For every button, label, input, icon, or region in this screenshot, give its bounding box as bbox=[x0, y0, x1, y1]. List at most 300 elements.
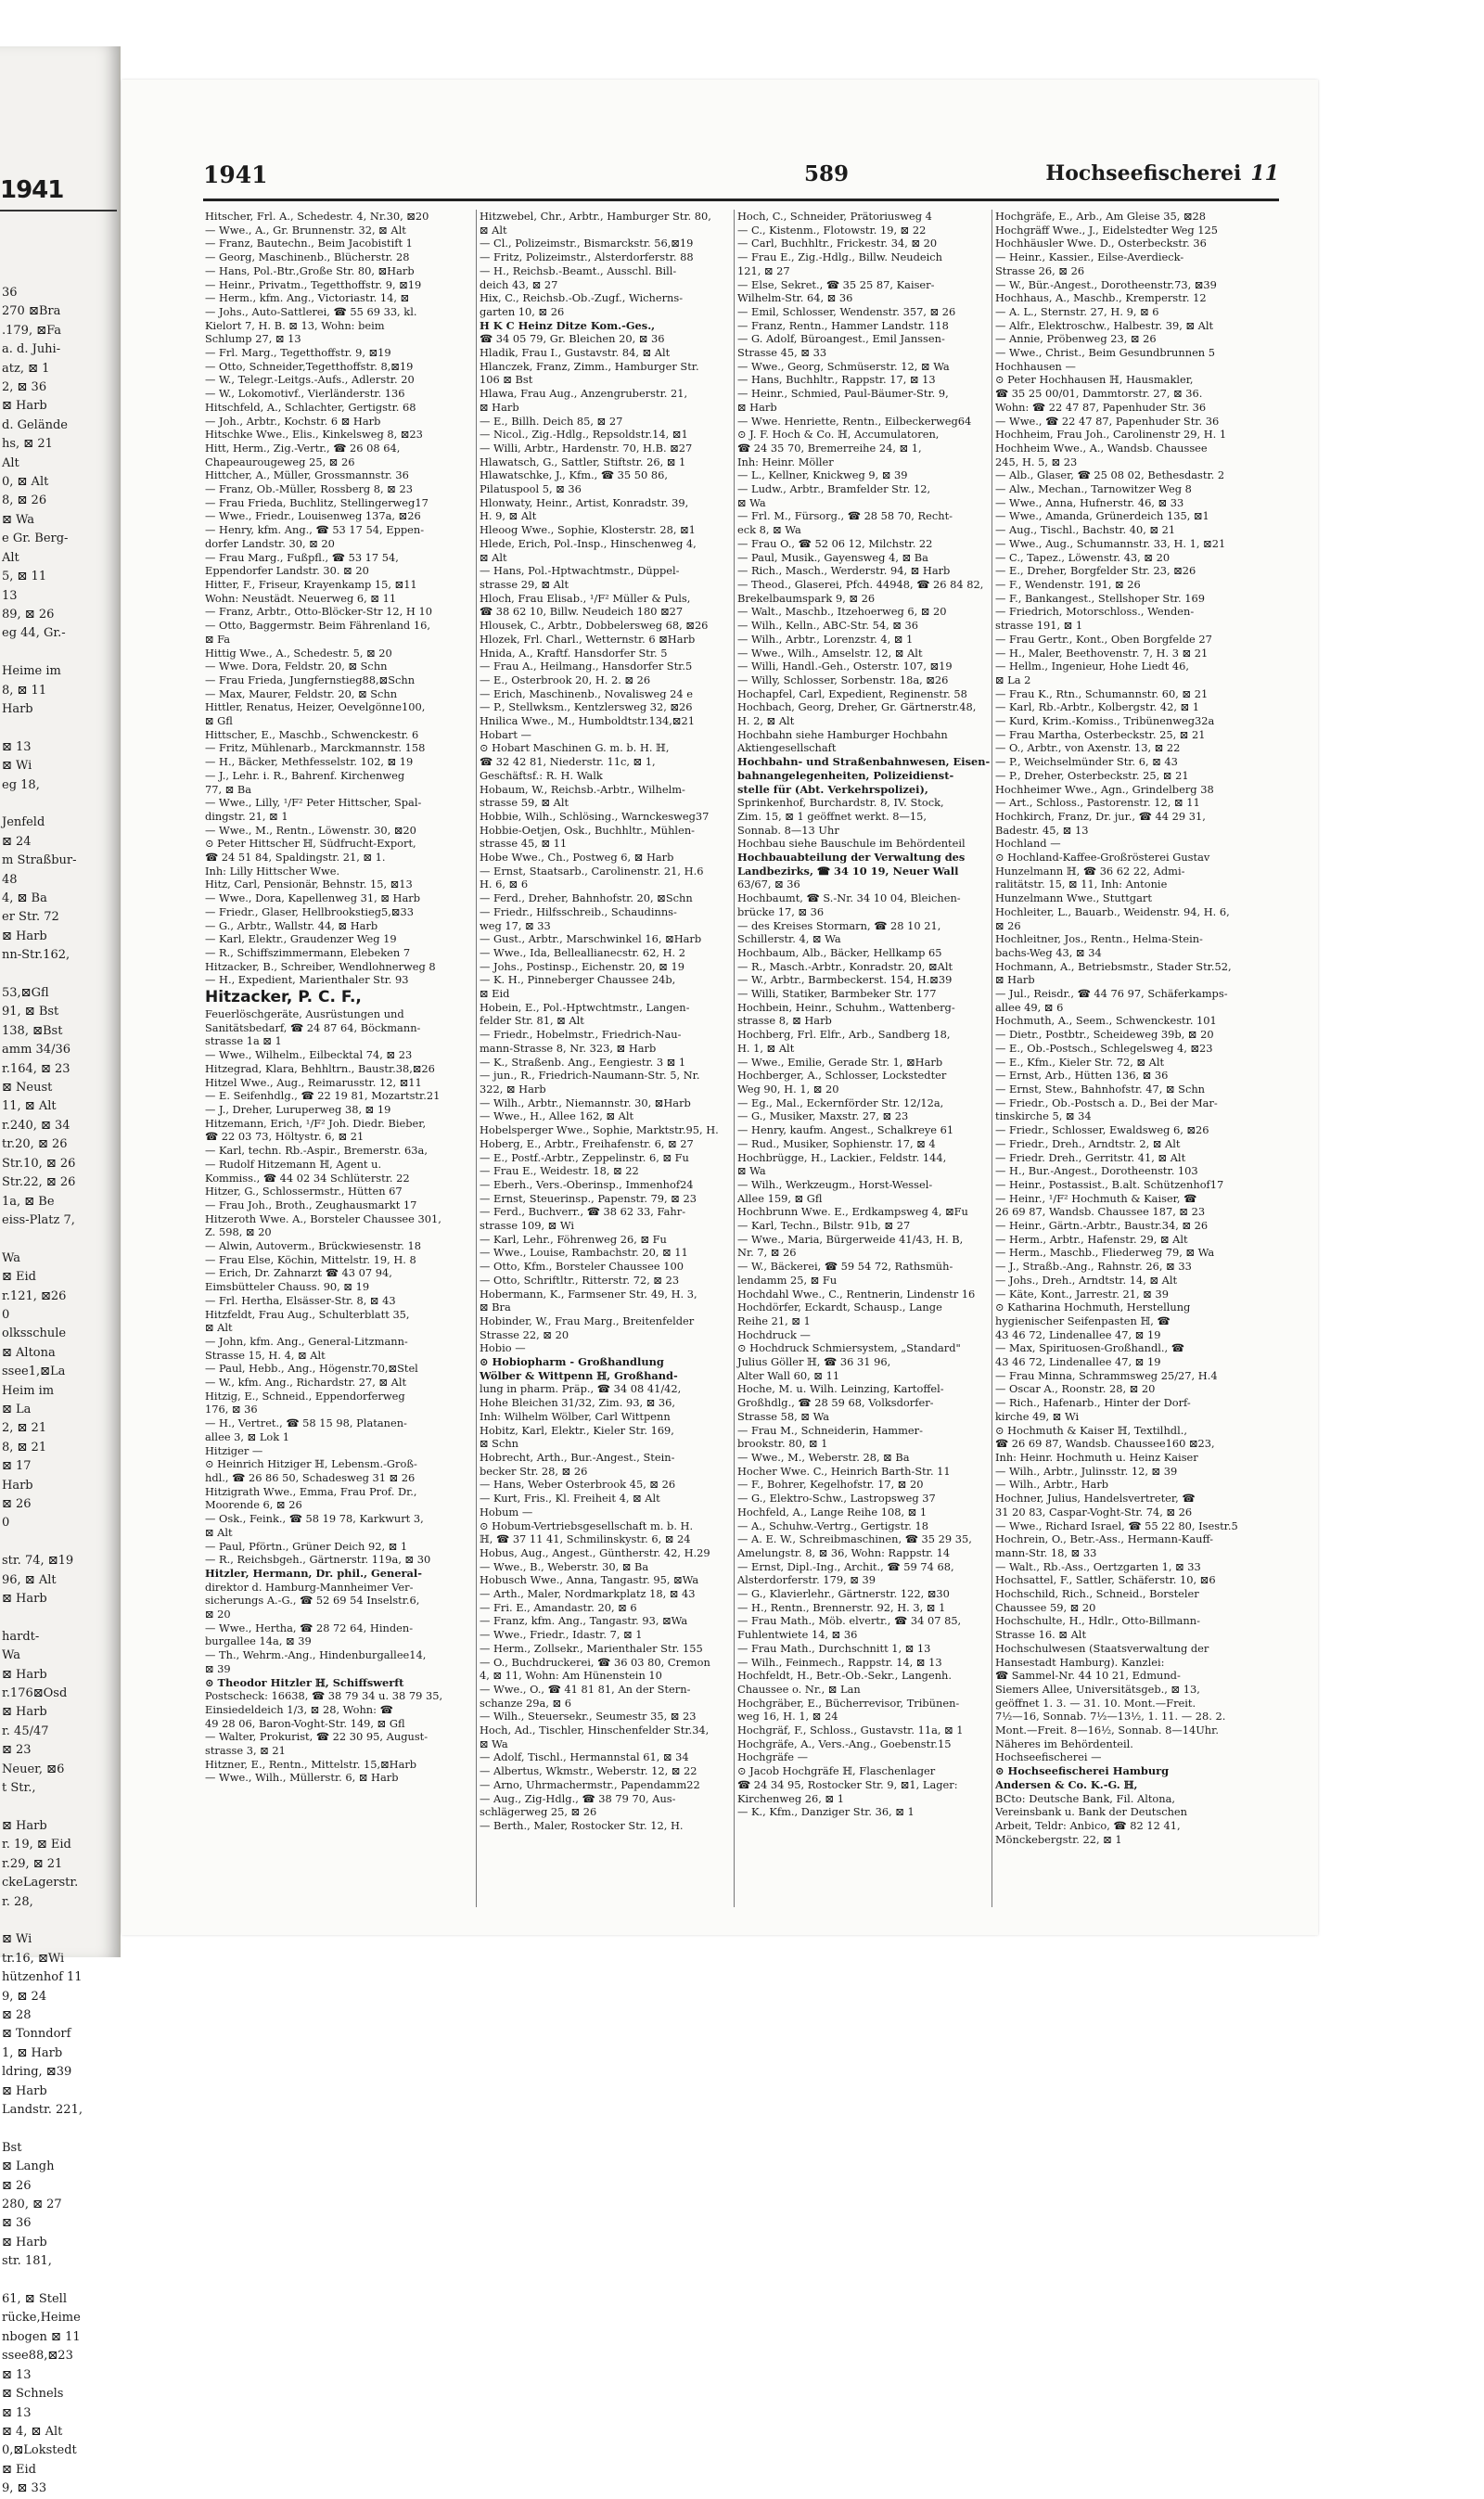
directory-entry-line: ☎ Sammel-Nr. 44 10 21, Edmund- bbox=[995, 1669, 1181, 1683]
directory-entry-line: ⊠ 39 bbox=[205, 1661, 231, 1675]
left-page-line: Harb bbox=[2, 701, 33, 716]
directory-entry-line: — Wwe., Richard Israel, ☎ 55 22 80, Isestr.5 bbox=[995, 1519, 1238, 1532]
directory-entry-line: Hitter, F., Friseur, Krayenkamp 15, ⊠11 bbox=[205, 577, 417, 591]
directory-entry-line: — Wwe., Wilh., Amselstr. 12, ⊠ Alt bbox=[737, 646, 923, 660]
directory-entry-line: Hochmuth, A., Seem., Schwenckestr. 101 bbox=[995, 1014, 1217, 1028]
directory-entry-line: Hochheimer Wwe., Agn., Grindelberg 38 bbox=[995, 782, 1214, 796]
directory-entry-line: — Eg., Mal., Eckernförder Str. 12/12a, bbox=[737, 1096, 944, 1109]
directory-entry-line: — Frau Frieda, Buchlitz, Stellingerweg17 bbox=[205, 495, 429, 509]
directory-entry-line: ⊠ Wa bbox=[480, 1736, 508, 1750]
directory-entry-line: Hittler, Renatus, Heizer, Oevelgönne100, bbox=[205, 700, 426, 714]
directory-entry-line: — Otto, Schriftltr., Ritterstr. 72, ⊠ 23 bbox=[480, 1273, 680, 1287]
directory-entry-line: Hochsattel, F., Sattler, Schäferstr. 10, ⊠6 bbox=[995, 1573, 1216, 1587]
left-page-line: r.164, ⊠ 23 bbox=[2, 1061, 70, 1076]
directory-entry-line: Hohe Bleichen 31/32, Zim. 93, ⊠ 36, bbox=[480, 1396, 675, 1410]
directory-entry-line: Hnilica Wwe., M., Humboldtstr.134,⊠21 bbox=[480, 714, 695, 728]
left-page-line: 280, ⊠ 27 bbox=[2, 2198, 62, 2212]
directory-entry-line: ⊙ Hochland-Kaffee-Großrösterei Gustav bbox=[995, 851, 1210, 865]
directory-entry-line: — Joh., Arbtr., Kochstr. 6 ⊠ Harb bbox=[205, 414, 381, 428]
left-page-line: ssee1,⊠La bbox=[2, 1365, 66, 1379]
directory-entry-line: Hansestadt Hamburg). Kanzlei: bbox=[995, 1655, 1165, 1669]
directory-entry-line: — Cl., Polizeimstr., Bismarckstr. 56,⊠19 bbox=[480, 237, 694, 250]
left-page-line: ⊠ La bbox=[2, 1402, 32, 1416]
directory-entry-line: — H., Bur.-Angest., Dorotheenstr. 103 bbox=[995, 1164, 1198, 1178]
directory-entry-line: — Wwe. Dora, Feldstr. 20, ⊠ Schn bbox=[205, 660, 388, 673]
left-page-line: er Str. 72 bbox=[2, 910, 59, 925]
directory-entry-line: H. 1, ⊠ Alt bbox=[737, 1041, 795, 1055]
directory-entry-line: — Berth., Maler, Rostocker Str. 12, H. bbox=[480, 1818, 684, 1832]
directory-entry-line: brücke 17, ⊠ 36 bbox=[737, 904, 825, 918]
directory-entry-line: ⊠ Fa bbox=[205, 632, 231, 646]
left-page-line bbox=[2, 644, 117, 662]
left-page-line bbox=[2, 1533, 117, 1552]
left-page-line: r.240, ⊠ 34 bbox=[2, 1118, 70, 1133]
directory-entry-line: Hunzelmann Wwe., Stuttgart bbox=[995, 891, 1152, 905]
directory-entry-line: Hobe Wwe., Ch., Postweg 6, ⊠ Harb bbox=[480, 851, 674, 865]
directory-entry-line: — R., Reichsbgeh., Gärtnerstr. 119a, ⊠ 30 bbox=[205, 1553, 431, 1567]
directory-entry-line: strasse 191, ⊠ 1 bbox=[995, 619, 1083, 633]
directory-entry-line: — Wwe., Aug., Schumannstr. 33, H. 1, ⊠21 bbox=[995, 536, 1226, 550]
left-page-line: ⊠ 17 bbox=[2, 1459, 32, 1474]
directory-entry-line: Hochbaum, Alb., Bäcker, Hellkamp 65 bbox=[737, 945, 942, 959]
directory-entry-line: hygienischer Seifenpasten ℍ, ☎ bbox=[995, 1314, 1171, 1327]
directory-entry-line: — Frau Math., Möb. elvertr., ☎ 34 07 85, bbox=[737, 1614, 962, 1628]
directory-entry-line: — Rud., Musiker, Sophienstr. 17, ⊠ 4 bbox=[737, 1136, 936, 1150]
directory-entry-line: — J., Dreher, Luruperweg 38, ⊠ 19 bbox=[205, 1103, 391, 1116]
directory-entry-line: — Frau Math., Durchschnitt 1, ⊠ 13 bbox=[737, 1641, 931, 1655]
directory-entry-line: ⊠ La 2 bbox=[995, 673, 1031, 686]
directory-entry-line: — Wwe., Hertha, ☎ 28 72 64, Hinden- bbox=[205, 1621, 414, 1634]
directory-entry-line: Hobein, E., Pol.-Hptwchtmstr., Langen- bbox=[480, 1000, 690, 1014]
left-page-line bbox=[2, 1608, 117, 1627]
directory-entry-line: — Hans, Pol.-Hptwachtmstr., Düppel- bbox=[480, 564, 680, 578]
directory-entry-line: Hochbrügge, H., Lackier., Feldstr. 144, bbox=[737, 1150, 947, 1164]
directory-entry-line: — Else, Sekret., ☎ 35 25 87, Kaiser- bbox=[737, 277, 935, 291]
directory-entry-line: weg 16, H. 1, ⊠ 24 bbox=[737, 1710, 838, 1724]
directory-entry-line: hdl., ☎ 26 86 50, Schadesweg 31 ⊠ 26 bbox=[205, 1470, 416, 1484]
directory-entry-line: Hitzer, G., Schlossermstr., Hütten 67 bbox=[205, 1185, 403, 1198]
directory-entry-line: — Heinr., Postassist., B.alt. Schützenhof17 bbox=[995, 1177, 1224, 1191]
left-page-line: 48 bbox=[2, 872, 18, 887]
directory-entry-line: ⊙ Hobiopharm - Großhandlung bbox=[480, 1355, 664, 1369]
directory-entry-line: H K C Heinz Ditze Kom.-Ges., bbox=[480, 318, 656, 332]
directory-entry-line: Inh: Heinr. Möller bbox=[737, 455, 834, 468]
directory-entry-line: — Frau E., Weidestr. 18, ⊠ 22 bbox=[480, 1164, 639, 1178]
directory-entry-line: — Rudolf Hitzemann ℍ, Agent u. bbox=[205, 1157, 382, 1171]
directory-entry-line: — Eberh., Vers.-Oberinsp., Immenhof24 bbox=[480, 1177, 694, 1191]
directory-entry-line: ⊙ Hochdruck Schmiersystem, „Standard" bbox=[737, 1341, 961, 1355]
directory-entry-line: Schillerstr. 4, ⊠ Wa bbox=[737, 932, 841, 946]
directory-entry-line: eck 8, ⊠ Wa bbox=[737, 523, 801, 537]
left-page-line: tr.20, ⊠ 26 bbox=[2, 1137, 68, 1152]
left-page-line: r.176⊠Osd bbox=[2, 1686, 68, 1701]
directory-entry-line: — Hans, Buchhltr., Rappstr. 17, ⊠ 13 bbox=[737, 373, 936, 387]
directory-entry-line: — Karl, Techn., Bilstr. 91b, ⊠ 27 bbox=[737, 1219, 911, 1233]
directory-entry-line: ☎ 26 69 87, Wandsb. Chaussee160 ⊠23, bbox=[995, 1437, 1215, 1451]
directory-entry-line: — H., Vertret., ☎ 58 15 98, Platanen- bbox=[205, 1416, 407, 1430]
left-page-line: m Straßbur- bbox=[2, 853, 77, 868]
left-page-line: e Gr. Berg- bbox=[2, 532, 69, 546]
directory-entry-line: ⊙ Heinrich Hitziger ℍ, Lebensm.-Groß- bbox=[205, 1457, 417, 1471]
directory-entry-line: — Walter, Prokurist, ☎ 22 30 95, August- bbox=[205, 1730, 429, 1744]
directory-entry-line: — R., Schiffszimmermann, Elebeken 7 bbox=[205, 945, 411, 959]
directory-entry-line: burgallee 14a, ⊠ 39 bbox=[205, 1634, 312, 1648]
directory-entry-line: Hochgräfe, E., Arb., Am Gleise 35, ⊠28 bbox=[995, 210, 1206, 223]
directory-entry-line: ⊠ Harb bbox=[480, 400, 519, 414]
directory-entry-line: strasse 45, ⊠ 11 bbox=[480, 837, 568, 851]
directory-entry-line: — Frau Marg., Fußpfl., ☎ 53 17 54, bbox=[205, 550, 399, 564]
left-page-line: r. 19, ⊠ Eid bbox=[2, 1838, 71, 1852]
directory-entry-line: Hochgräf, F., Schloss., Gustavstr. 11a, ⊠ 1 bbox=[737, 1724, 964, 1737]
directory-entry-line: Strasse 22, ⊠ 20 bbox=[480, 1327, 569, 1341]
directory-entry-line: deich 43, ⊠ 27 bbox=[480, 277, 558, 291]
directory-entry-line: 322, ⊠ Harb bbox=[480, 1083, 546, 1096]
directory-entry-line: ⊠ Wa bbox=[737, 1164, 766, 1178]
page-year: 1941 bbox=[203, 161, 268, 188]
directory-entry-line: — Heinr., ¹/F² Hochmuth & Kaiser, ☎ bbox=[995, 1191, 1197, 1205]
directory-entry-line: — Herm., Zollsekr., Marienthaler Str. 155 bbox=[480, 1641, 703, 1655]
directory-entry-line: — Friedr., Dreh., Arndtstr. 2, ⊠ Alt bbox=[995, 1136, 1181, 1150]
directory-entry-line: ⊠ Wa bbox=[737, 495, 766, 509]
directory-entry-line: lung in pharm. Präp., ☎ 34 08 41/42, bbox=[480, 1382, 682, 1396]
left-page-line: r.121, ⊠26 bbox=[2, 1288, 67, 1303]
directory-entry-line: — Ludw., Arbtr., Bramfelder Str. 12, bbox=[737, 482, 931, 496]
directory-entry-line: Wohn: ☎ 22 47 87, Papenhuder Str. 36 bbox=[995, 400, 1207, 414]
directory-entry-line: — Frl. Hertha, Elsässer-Str. 8, ⊠ 43 bbox=[205, 1293, 396, 1307]
directory-entry-line: tinskirche 5, ⊠ 34 bbox=[995, 1109, 1092, 1123]
left-page-line: ⊠ 24 bbox=[2, 834, 32, 849]
left-page-line: 53,⊠Gfl bbox=[2, 986, 49, 1001]
directory-entry-line: Hladik, Frau I., Gustavstr. 84, ⊠ Alt bbox=[480, 346, 671, 360]
directory-entry-line: — Theod., Glaserei, Pfch. 44948, ☎ 26 84 82, bbox=[737, 577, 984, 591]
directory-entry-line: — Johs., Auto-Sattlerei, ☎ 55 69 33, kl. bbox=[205, 304, 417, 318]
directory-entry-line: garten 10, ⊠ 26 bbox=[480, 304, 565, 318]
directory-entry-line: Hoch, C., Schneider, Prätoriusweg 4 bbox=[737, 210, 932, 223]
directory-entry-line: Hochbein, Heinr., Schuhm., Wattenberg- bbox=[737, 1000, 955, 1014]
left-page-line: ⊠ Harb bbox=[2, 2235, 47, 2249]
directory-entry-line: — Wwe., H., Allee 162, ⊠ Alt bbox=[480, 1109, 634, 1123]
left-page-line: 8, ⊠ 26 bbox=[2, 493, 47, 508]
directory-entry-line: Vereinsbank u. Bank der Deutschen bbox=[995, 1805, 1187, 1819]
directory-entry-line: Hochbauabteilung der Verwaltung des bbox=[737, 851, 966, 865]
directory-entry-line: — C., Tapez., Löwenstr. 43, ⊠ 20 bbox=[995, 550, 1171, 564]
directory-entry-line: Hobart — bbox=[480, 727, 531, 741]
directory-entry-line: 77, ⊠ Ba bbox=[205, 782, 252, 796]
directory-entry-line: Brekelbaumspark 9, ⊠ 26 bbox=[737, 591, 876, 605]
directory-entry-line: — Karl, techn. Rb.-Aspir., Bremerstr. 63a, bbox=[205, 1144, 428, 1158]
directory-entry-line: — P., Weichselmünder Str. 6, ⊠ 43 bbox=[995, 755, 1178, 769]
directory-entry-line: Hochleiter, L., Bauarb., Weidenstr. 94, H. 6, bbox=[995, 904, 1230, 918]
directory-entry-line: — F., Bankangest., Stellshoper Str. 169 bbox=[995, 591, 1205, 605]
directory-entry-line: ☎ 34 05 79, Gr. Bleichen 20, ⊠ 36 bbox=[480, 332, 665, 346]
directory-entry-line: Hochhaus, A., Maschb., Kremperstr. 12 bbox=[995, 291, 1207, 305]
directory-entry-line: Nr. 7, ⊠ 26 bbox=[737, 1246, 797, 1260]
left-page-line: 13 bbox=[2, 588, 18, 603]
directory-entry-line: — P., Stellwksm., Kentzlersweg 32, ⊠26 bbox=[480, 700, 693, 714]
directory-entry-line: Eimsbütteler Chauss. 90, ⊠ 19 bbox=[205, 1280, 370, 1294]
directory-entry-line: — Frl. M., Fürsorg., ☎ 28 58 70, Recht- bbox=[737, 509, 953, 523]
directory-page bbox=[122, 80, 1318, 1935]
directory-entry-line: — Franz, Ob.-Müller, Rossberg 8, ⊠ 23 bbox=[205, 482, 413, 496]
directory-entry-line: 63/67, ⊠ 36 bbox=[737, 878, 800, 891]
directory-entry-line: Hochheim, Frau Joh., Carolinenstr 29, H. 1 bbox=[995, 428, 1227, 442]
directory-entry-line: Hochbahn- und Straßenbahnwesen, Eisen- bbox=[737, 755, 991, 769]
directory-entry-line: Hitz, Carl, Pensionär, Behnstr. 15, ⊠13 bbox=[205, 878, 413, 891]
left-page-line: t Str., bbox=[2, 1781, 36, 1796]
directory-entry-line: — Rich., Hafenarb., Hinter der Dorf- bbox=[995, 1396, 1191, 1410]
left-page-line: 8, ⊠ 11 bbox=[2, 683, 47, 698]
left-page-line: Heim im bbox=[2, 1383, 55, 1398]
directory-entry-line: ⊠ Harb bbox=[995, 973, 1035, 987]
left-page-line: Landstr. 221, bbox=[2, 2103, 83, 2117]
directory-entry-line: — Paul, Pförtn., Grüner Deich 92, ⊠ 1 bbox=[205, 1539, 408, 1553]
directory-entry-line: Hitzler, Hermann, Dr. phil., General- bbox=[205, 1566, 422, 1580]
directory-entry-line: — A. E. W., Schreibmaschinen, ☎ 35 29 35, bbox=[737, 1532, 972, 1546]
left-page-line: 36 bbox=[2, 286, 18, 300]
left-page-line: nn-Str.162, bbox=[2, 948, 70, 963]
directory-entry-line: Hitschke Wwe., Elis., Kinkelsweg 8, ⊠23 bbox=[205, 428, 423, 442]
directory-entry-line: ☎ 24 51 84, Spaldingstr. 21, ⊠ 1. bbox=[205, 851, 386, 865]
directory-entry-line: Reihe 21, ⊠ 1 bbox=[737, 1314, 811, 1327]
directory-entry-line: — Wwe., O., ☎ 41 81 81, An der Stern- bbox=[480, 1682, 691, 1696]
directory-entry-line: — Willi, Arbtr., Hardenstr. 70, H.B. ⊠27 bbox=[480, 441, 693, 455]
directory-entry-line: Hitzacker, B., Schreiber, Wendlohnerweg 8 bbox=[205, 959, 436, 973]
directory-entry-line: — Frau Joh., Broth., Zeughausmarkt 17 bbox=[205, 1198, 417, 1211]
left-page-line: ⊠ Harb bbox=[2, 1667, 47, 1682]
directory-entry-line: — G., Musiker, Maxstr. 27, ⊠ 23 bbox=[737, 1109, 909, 1123]
directory-entry-line: ⊙ Theodor Hitzler ℍ, Schiffswerft bbox=[205, 1675, 404, 1689]
directory-entry-line: ⊠ Harb bbox=[737, 400, 777, 414]
directory-entry-line: — Wilh., Arbtr., Harb bbox=[995, 1478, 1109, 1492]
directory-entry-line: ⊠ Gfl bbox=[205, 714, 233, 728]
section-title bbox=[1045, 161, 1279, 186]
directory-entry-line: ⊠ Schn bbox=[480, 1437, 519, 1451]
directory-entry-line: Inh: Heinr. Hochmuth u. Heinz Kaiser bbox=[995, 1450, 1198, 1464]
directory-entry-line: ⊙ Hochseefischerei Hamburg bbox=[995, 1764, 1170, 1778]
directory-entry-line: Hochrein, O., Betr.-Ass., Hermann-Kauff- bbox=[995, 1532, 1213, 1546]
directory-entry-line: Hochland — bbox=[995, 837, 1061, 851]
directory-entry-line: — Franz, Arbtr., Otto-Blöcker-Str 12, H 10 bbox=[205, 605, 432, 619]
directory-entry-line: schlägerweg 25, ⊠ 26 bbox=[480, 1805, 597, 1819]
directory-entry-line: Hobusch Wwe., Anna, Tangastr. 95, ⊠Wa bbox=[480, 1573, 699, 1587]
left-page-line: ⊠ Wi bbox=[2, 1932, 32, 1947]
directory-entry-line: — Wwe., B., Weberstr. 30, ⊠ Ba bbox=[480, 1559, 649, 1573]
directory-entry-line: Hlonwaty, Heinr., Artist, Konradstr. 39, bbox=[480, 495, 689, 509]
directory-entry-line: Hochner, Julius, Handelsvertreter, ☎ bbox=[995, 1492, 1196, 1506]
directory-entry-line: — Dietr., Postbtr., Scheideweg 39b, ⊠ 20 bbox=[995, 1028, 1214, 1042]
directory-entry-line: Hitzeroth Wwe. A., Borsteler Chaussee 301, bbox=[205, 1211, 441, 1225]
directory-entry-line: — Wwe. Henriette, Rentn., Eilbeckerweg64 bbox=[737, 414, 972, 428]
left-page-line: ckeLagerstr. bbox=[2, 1876, 79, 1890]
directory-entry-line: sicherungs A.-G., ☎ 52 69 54 Inselstr.6, bbox=[205, 1594, 420, 1608]
left-page-line: 0,⊠Lokstedt bbox=[2, 2443, 77, 2458]
left-page-line: ⊠ 13 bbox=[2, 2367, 32, 2382]
directory-entry-line: Hochdörfer, Eckardt, Schausp., Lange bbox=[737, 1301, 942, 1314]
directory-entry-line: — W., kfm. Ang., Richardstr. 27, ⊠ Alt bbox=[205, 1376, 407, 1390]
directory-entry-line: Hoch, Ad., Tischler, Hinschenfelder Str.34, bbox=[480, 1724, 710, 1737]
directory-entry-line: — O., Arbtr., von Axenstr. 13, ⊠ 22 bbox=[995, 741, 1181, 755]
directory-entry-line: — Wwe., M., Weberstr. 28, ⊠ Ba bbox=[737, 1450, 910, 1464]
left-page-line: Bst bbox=[2, 2140, 22, 2155]
left-page-line: ⊠ Neust bbox=[2, 1081, 53, 1096]
left-page-line: 0 bbox=[2, 1307, 10, 1322]
directory-entry-line: — Aug., Tischl., Bachstr. 40, ⊠ 21 bbox=[995, 523, 1176, 537]
left-page-line: Str.22, ⊠ 26 bbox=[2, 1175, 76, 1190]
directory-entry-line: Weg 90, H. 1, ⊠ 20 bbox=[737, 1083, 839, 1096]
directory-entry-line: — E., Postf.-Arbtr., Zeppelinstr. 6, ⊠ Fu bbox=[480, 1150, 689, 1164]
directory-entry-line: Hochbrunn Wwe. E., Erdkampsweg 4, ⊠Fu bbox=[737, 1205, 968, 1219]
directory-entry-line: — Alb., Glaser, ☎ 25 08 02, Bethesdastr. 2 bbox=[995, 468, 1225, 482]
directory-entry-line: H. 2, ⊠ Alt bbox=[737, 714, 795, 728]
directory-entry-line: Zim. 15, ⊠ 1 geöffnet werkt. 8—15, bbox=[737, 809, 928, 823]
left-page-text bbox=[2, 284, 117, 2499]
directory-entry-line: — H., Reichsb.-Beamt., Ausschl. Bill- bbox=[480, 263, 677, 277]
directory-entry-line: Inh: Wilhelm Wölber, Carl Wittpenn bbox=[480, 1409, 671, 1423]
directory-entry-line: Hochhäusler Wwe. D., Osterbeckstr. 36 bbox=[995, 237, 1207, 250]
directory-entry-line: — K., Kfm., Danziger Str. 36, ⊠ 1 bbox=[737, 1805, 915, 1819]
directory-entry-line: — John, kfm. Ang., General-Litzmann- bbox=[205, 1334, 408, 1348]
directory-entry-line: ⊠ 26 bbox=[995, 918, 1021, 932]
directory-entry-line: Hobinder, W., Frau Marg., Breitenfelder bbox=[480, 1314, 695, 1327]
directory-entry-line: Siemers Allee, Universitätsgeb., ⊠ 13, bbox=[995, 1682, 1200, 1696]
section-title-text: Hochseefischerei bbox=[1045, 161, 1242, 186]
directory-entry-line: — Wwe., Georg, Schmüserstr. 12, ⊠ Wa bbox=[737, 359, 950, 373]
directory-entry-line: strasse 109, ⊠ Wi bbox=[480, 1219, 575, 1233]
directory-entry-line: — Frau O., ☎ 52 06 12, Milchstr. 22 bbox=[737, 536, 933, 550]
left-page-line: 96, ⊠ Alt bbox=[2, 1572, 57, 1587]
directory-entry-line: — Fritz, Polizeimstr., Alsterdorferstr. 88 bbox=[480, 250, 694, 264]
left-page-line: 9, ⊠ 33 bbox=[2, 2481, 47, 2496]
entry-column-4 bbox=[995, 210, 1259, 1907]
directory-entry-line: Hochdahl Wwe., C., Rentnerin, Lindenstr 16 bbox=[737, 1287, 976, 1301]
directory-entry-line: — Friedr., Schlosser, Ewaldsweg 6, ⊠26 bbox=[995, 1123, 1209, 1137]
directory-entry-line: — H., Rentn., Brennerstr. 92, H. 3, ⊠ 1 bbox=[737, 1600, 946, 1614]
directory-entry-line: Eppendorfer Landstr. 30. ⊠ 20 bbox=[205, 564, 369, 578]
directory-entry-line: Hloch, Frau Elisab., ¹/F² Müller & Puls, bbox=[480, 591, 691, 605]
left-page-line: 11, ⊠ Alt bbox=[2, 1099, 57, 1114]
directory-entry-line: Hochseefischerei — bbox=[995, 1750, 1102, 1764]
directory-entry-line: — H., Bäcker, Methfesselstr. 102, ⊠ 19 bbox=[205, 755, 414, 769]
directory-entry-line: Hochgräff Wwe., J., Eidelstedter Weg 125 bbox=[995, 223, 1218, 237]
directory-entry-line: Hitzacker, P. C. F., bbox=[205, 988, 362, 1007]
directory-entry-line: — Jul., Reisdr., ☎ 44 76 97, Schäferkamps- bbox=[995, 987, 1228, 1001]
left-page-line: r. 45/47 bbox=[2, 1724, 49, 1738]
left-page-line: ⊠ Langh bbox=[2, 2159, 55, 2174]
directory-entry-line: — A. L., Sternstr. 27, H. 9, ⊠ 6 bbox=[995, 304, 1159, 318]
directory-entry-line: Hochleitner, Jos., Rentn., Helma-Stein- bbox=[995, 932, 1203, 946]
left-page-line: 0 bbox=[2, 1516, 10, 1531]
directory-entry-line: — Friedr., Hobelmstr., Friedrich-Nau- bbox=[480, 1028, 682, 1042]
directory-entry-line: 43 46 72, Lindenallee 47, ⊠ 19 bbox=[995, 1355, 1161, 1369]
directory-entry-line: — C., Kistenm., Flotowstr. 19, ⊠ 22 bbox=[737, 223, 927, 237]
directory-entry-line: — Friedr. Dreh., Gerritstr. 41, ⊠ Alt bbox=[995, 1150, 1186, 1164]
directory-entry-line: — E., Osterbrook 20, H. 2. ⊠ 26 bbox=[480, 673, 651, 686]
directory-entry-line: Hleoog Wwe., Sophie, Klosterstr. 28, ⊠1 bbox=[480, 523, 696, 537]
directory-entry-line: — Wwe., Christ., Beim Gesundbrunnen 5 bbox=[995, 346, 1216, 360]
directory-entry-line: — Adolf, Tischl., Hermannstal 61, ⊠ 34 bbox=[480, 1750, 689, 1764]
directory-entry-line: ⊙ Jacob Hochgräfe ℍ, Flaschenlager bbox=[737, 1764, 936, 1778]
left-page-line: rücke,Heime bbox=[2, 2311, 81, 2326]
directory-entry-line: — Alwin, Autoverm., Brückwiesenstr. 18 bbox=[205, 1239, 421, 1253]
directory-entry-line: Aktiengesellschaft bbox=[737, 741, 837, 755]
directory-entry-line: Hunzelmann ℍ, ☎ 36 62 22, Admi- bbox=[995, 864, 1185, 878]
directory-entry-line: — Wwe., Dora, Kapellenweg 31, ⊠ Harb bbox=[205, 891, 421, 905]
directory-entry-line: 4, ⊠ 11, Wohn: Am Hünenstein 10 bbox=[480, 1669, 662, 1683]
directory-entry-line: — Friedr., Glaser, Hellbrookstieg5,⊠33 bbox=[205, 904, 414, 918]
directory-entry-line: Hittcher, A., Müller, Grossmannstr. 36 bbox=[205, 468, 409, 482]
directory-entry-line: Hobio — bbox=[480, 1341, 526, 1355]
page-number: 589 bbox=[804, 161, 850, 186]
directory-entry-line: — Frau M., Schneiderin, Hammer- bbox=[737, 1423, 923, 1437]
directory-entry-line: — P., Dreher, Osterbeckstr. 25, ⊠ 21 bbox=[995, 768, 1189, 782]
directory-entry-line: — Franz, kfm. Ang., Tangastr. 93, ⊠Wa bbox=[480, 1614, 688, 1628]
left-page-line: ⊠ 4, ⊠ Alt bbox=[2, 2424, 63, 2439]
left-page-line bbox=[2, 2120, 117, 2138]
directory-entry-line: — Wwe., Friedr., Louisenweg 137a, ⊠26 bbox=[205, 509, 421, 523]
directory-entry-line: — Alfr., Elektroschw., Halbestr. 39, ⊠ Alt bbox=[995, 318, 1214, 332]
left-page-year: 1941 bbox=[0, 176, 64, 204]
directory-entry-line: Großhdlg., ☎ 28 59 68, Volksdorfer- bbox=[737, 1396, 934, 1410]
left-page-line: 8, ⊠ 21 bbox=[2, 1440, 47, 1455]
directory-entry-line: Hobaum, W., Reichsb.-Arbtr., Wilhelm- bbox=[480, 782, 685, 796]
directory-entry-line: Hochfeld, A., Lange Reihe 108, ⊠ 1 bbox=[737, 1505, 928, 1519]
left-page-line: ⊠ 13 bbox=[2, 739, 32, 754]
directory-entry-line: — Frau Gertr., Kont., Oben Borgfelde 27 bbox=[995, 632, 1212, 646]
page-header bbox=[203, 158, 1279, 195]
directory-entry-line: — Frau E., Zig.-Hdlg., Billw. Neudeich bbox=[737, 250, 942, 264]
directory-entry-line: ralitätstr. 15, ⊠ 11, Inh: Antonie bbox=[995, 878, 1168, 891]
directory-entry-line: Hocher Wwe. C., Heinrich Barth-Str. 11 bbox=[737, 1464, 951, 1478]
left-page-line: ⊠ Eid bbox=[2, 1270, 36, 1285]
directory-entry-line: — Frl. Marg., Tegetthoffstr. 9, ⊠19 bbox=[205, 346, 391, 360]
left-page-line: eiss-Platz 7, bbox=[2, 1212, 75, 1227]
left-page-line bbox=[2, 1799, 117, 1817]
left-page-line: ⊠ Harb bbox=[2, 929, 47, 943]
left-page-line bbox=[2, 966, 117, 984]
directory-entry-line: — Ernst, Stew., Bahnhofstr. 47, ⊠ Schn bbox=[995, 1083, 1206, 1096]
directory-entry-line: Pilatuspool 5, ⊠ 36 bbox=[480, 482, 582, 496]
directory-entry-line: — Paul, Musik., Gayensweg 4, ⊠ Ba bbox=[737, 550, 928, 564]
column-divider bbox=[476, 210, 477, 1907]
left-page-line: ⊠ Eid bbox=[2, 2462, 36, 2477]
directory-entry-line: — Wilh., Werkzeugm., Horst-Wessel- bbox=[737, 1177, 933, 1191]
directory-entry-line: — L., Kellner, Knickweg 9, ⊠ 39 bbox=[737, 468, 908, 482]
directory-entry-line: — Wwe., Lilly, ¹/F² Peter Hittscher, Spal- bbox=[205, 796, 422, 810]
directory-entry-line: — E., Billh. Deich 85, ⊠ 27 bbox=[480, 414, 623, 428]
directory-entry-line: — Wilh., Steuersekr., Seumestr 35, ⊠ 23 bbox=[480, 1710, 697, 1724]
directory-entry-line: Sanitätsbedarf, ☎ 24 87 64, Böckmann- bbox=[205, 1020, 421, 1034]
directory-entry-line: — Heinr., Gärtn.-Arbtr., Baustr.34, ⊠ 26 bbox=[995, 1219, 1209, 1233]
directory-entry-line: ⊠ Alt bbox=[205, 1525, 233, 1539]
directory-entry-line: — Max, Spirituosen-Großhandl., ☎ bbox=[995, 1341, 1184, 1355]
directory-entry-line: kirche 49, ⊠ Wi bbox=[995, 1409, 1080, 1423]
directory-entry-line: — Th., Wehrm.-Ang., Hindenburgallee14, bbox=[205, 1648, 427, 1662]
left-page-line: Alt bbox=[2, 550, 19, 565]
directory-entry-line: Hobus, Aug., Angest., Güntherstr. 42, H.29 bbox=[480, 1545, 710, 1559]
directory-entry-line: — Frau Martha, Osterbeckstr. 25, ⊠ 21 bbox=[995, 727, 1206, 741]
directory-entry-line: Hlozek, Frl. Charl., Wetternstr. 6 ⊠Harb bbox=[480, 632, 696, 646]
directory-entry-line: Näheres im Behördenteil. bbox=[995, 1736, 1133, 1750]
directory-entry-line: — Emil, Schlosser, Wendenstr. 357, ⊠ 26 bbox=[737, 304, 956, 318]
left-page-line: ssee88,⊠23 bbox=[2, 2349, 73, 2364]
directory-entry-line: BCto: Deutsche Bank, Fil. Altona, bbox=[995, 1791, 1176, 1805]
directory-entry-line: H. 9, ⊠ Alt bbox=[480, 509, 537, 523]
left-page-line: 1, ⊠ Harb bbox=[2, 2045, 63, 2060]
directory-entry-line: — des Kreises Stormarn, ☎ 28 10 21, bbox=[737, 918, 941, 932]
directory-entry-line: Sprinkenhof, Burchardstr. 8, IV. Stock, bbox=[737, 796, 944, 810]
directory-entry-line: — Gust., Arbtr., Marschwinkel 16, ⊠Harb bbox=[480, 932, 702, 946]
directory-entry-line: strasse 59, ⊠ Alt bbox=[480, 796, 569, 810]
